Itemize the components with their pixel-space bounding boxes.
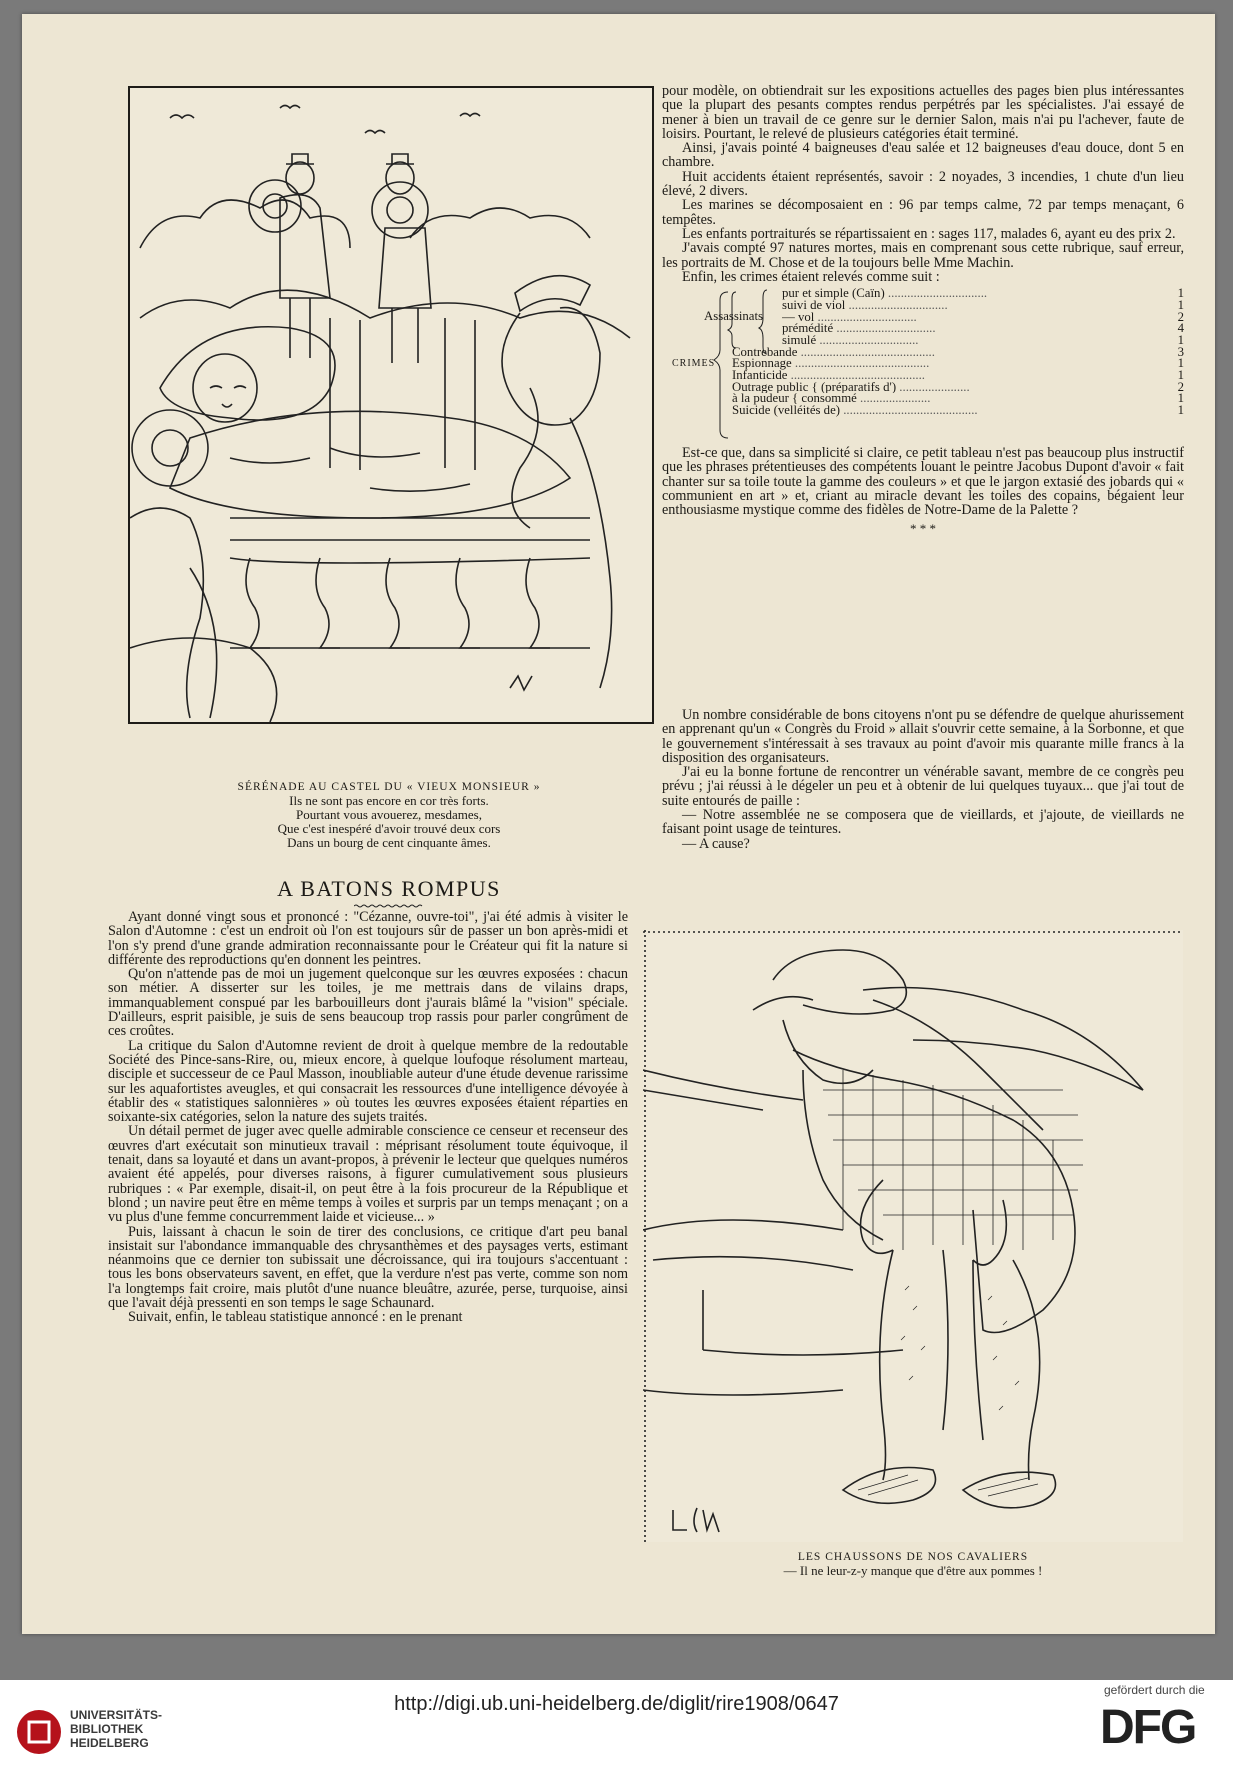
article-paragraph: Suivait, enfin, le tableau statistique annoncé : en le prenant <box>128 1309 463 1326</box>
article-paragraph: J'avais compté 97 natures mortes, mais en comprenant sous cette rubrique, sauf erreur, les portraits de M. Chose et de la toujours belle Mme Machin. <box>662 240 1184 271</box>
crimes-row: suivi de viol ............................... 1 <box>782 299 1184 312</box>
serenade-caption-title: SÉRÉNADE AU CASTEL DU « VIEUX MONSIEUR » <box>237 781 541 793</box>
section-title: A BATONS ROMPUS <box>277 876 501 901</box>
article-paragraph: Un détail permet de juger avec quelle admirable conscience ce censeur et recenseur des œuvres d'art exécutait son minutieux travail : méprisant résolument toute équivoque, il tenait, dans sa loyauté et dans un avant-propos, à prévenir le lecteur que quelques numéros avaient été appelés, pour diverses raisons, à figurer cumulativement sous plusieurs rubriques : « Par exemple, disait-il, on peut être à la fois procureur de la République et blond ; un navire peut être en même temps à voiles et surpris par un temps menaçant ; on a vu plus d'une femme concurremment laide et vicieuse... » <box>108 1123 628 1226</box>
article-paragraph: Ayant donné vingt sous et prononcé : "Cézanne, ouvre-toi", j'ai été admis à visiter le Salon d'Automne : c'est un endroit où l'on est toujours sûr de passer un bon après-midi et l'on s'y prend d'une grande admiration reconnaissante pour le Créateur qui fit la nature si différente des reproductions qu'en donnent les peintres. <box>108 909 628 968</box>
article-paragraph: Ainsi, j'avais pointé 4 baigneuses d'eau salée et 12 baigneuses d'eau douce, dont 5 en chambre. <box>662 140 1184 171</box>
article-paragraph: Qu'on n'attende pas de moi un jugement quelconque sur les œuvres exposées : chacun son métier. A disserter sur les toiles, je me mettrais dans de vilains draps, immanquablement conspué par les barbouilleurs dont j'aurais blâmé la "vision" spéciale. D'ailleurs, esprit paisible, je suis de sens beaucoup trop rassis pour parler congrûment de ces croûtes. <box>108 966 628 1040</box>
crimes-statistics-table <box>662 288 1184 440</box>
article-paragraph: Les enfants portraiturés se répartissaient en : sages 117, malades 6, ayant eu des prix 2. <box>682 225 1176 242</box>
article-paragraph: Est-ce que, dans sa simplicité si claire, ce petit tableau n'est pas beaucoup plus instructif que les phrases prétentieuses des compétents louant le peintre Jacobus Dupont d'avoir « fait chanter sur sa toile toute la gamme des couleurs » et que le jargon extasié des jobards qui « communient en art » et, criant au miracle devant les toiles des copains, bégaient leur enthousiasme mystique comme des fidèles de Notre-Dame de la Palette ? <box>662 445 1184 519</box>
serenade-caption <box>128 780 650 850</box>
chaussons-caption <box>643 1550 1183 1578</box>
article-right-column-2 <box>662 708 1184 851</box>
article-paragraph: Les marines se décomposaient en : 96 par temps calme, 72 par temps menaçant, 6 tempêtes. <box>662 197 1184 228</box>
assassinats-label: Assassinats <box>704 309 764 324</box>
crimes-row: Suicide (velléités de) .......................................... 1 <box>732 405 1184 417</box>
article-paragraph: — A cause? <box>682 835 750 852</box>
title-wavy-rule <box>354 904 424 908</box>
source-url-link[interactable]: http://digi.ub.uni-heidelberg.de/diglit/rire1908/0647 <box>394 1693 839 1715</box>
crimes-row: Outrage public { (préparatifs d') ...................... 2 <box>732 381 1184 394</box>
crimes-row: Espionnage .......................................... 1 <box>732 358 1184 371</box>
serenade-drawing <box>130 88 652 722</box>
crimes-row: Infanticide .......................................... 1 <box>732 370 1184 382</box>
section-stars: * * * <box>910 520 936 536</box>
university-library-name: UNIVERSITÄTS- BIBLIOTHEK HEIDELBERG <box>70 1708 163 1750</box>
funded-by-label: gefördert durch die <box>1104 1683 1205 1697</box>
serenade-verse-2: Pourtant vous avouerez, mesdames, <box>296 807 482 822</box>
article-paragraph: Un nombre considérable de bons citoyens n'ont pu se défendre de quelque ahurissement en apprenant qu'un « Congrès du Froid » allait s'ouvrir cette semaine, à la Sorbonne, et que le gouvernement s'intéressait à ses travaux au point d'avoir mis quarante mille francs à la disposition des organisateurs. <box>662 707 1184 766</box>
article-paragraph: La critique du Salon d'Automne revient de droit à quelque membre de la redoutable Société des Pince-sans-Rire, ou, mieux encore, à quelque loufoque résolument marteau, disciple et successeur de ce Paul Masson, inoubliable auteur d'une étude devenue rarissime sur les aquafortistes aveugles, et qui consacrait les ressources d'une intelligence dévoyée à établir des « statistiques salonnières » où toutes les œuvres exposées étaient réparties en soixante-six catégories, selon la nature des sujets traités. <box>108 1037 628 1126</box>
crimes-row: — vol ............................... 2 <box>782 311 1184 324</box>
crimes-row: simulé ............................... 1 <box>782 334 1184 347</box>
chaussons-illustration <box>643 930 1183 1542</box>
article-paragraph: J'ai eu la bonne fortune de rencontrer un vénérable savant, membre de ce congrès peu prévu ; j'ai réussi à le dégeler un peu et à obtenir de lui quelques tuyaux... que j'ai tout de suite entourés de paille : <box>662 764 1184 809</box>
crimes-row: pur et simple (Caïn) ............................... 1 <box>782 288 1184 300</box>
crimes-row: à la pudeur { consommé ...................... 1 <box>732 393 1184 406</box>
serenade-verse-4: Dans un bourg de cent cinquante âmes. <box>287 835 491 850</box>
article-right-column <box>662 84 1184 536</box>
article-paragraph: — Notre assemblée ne se composera que de vieillards, et j'ajoute, de vieillards ne faisant point usage de teintures. <box>662 807 1184 838</box>
dfg-logo: DFG <box>1100 1701 1196 1754</box>
chaussons-drawing <box>643 930 1183 1542</box>
chaussons-caption-text: — Il ne leur-z-y manque que d'être aux pommes ! <box>783 1563 1043 1578</box>
article-paragraph: Enfin, les crimes étaient relevés comme suit : <box>682 268 940 285</box>
chaussons-caption-title: LES CHAUSSONS DE NOS CAVALIERS <box>797 1551 1029 1563</box>
article-paragraph: Puis, laissant à chacun le soin de tirer des conclusions, ce critique d'art peu banal insistait sur l'abondance immanquable des chrysanthèmes et des paysages verts, estimant néanmoins que ce dernier ton subissait une décroissance, qui ira toujours s'accentuant : tous les bons observateurs savent, en effet, que la verdure n'est pas verte, comme son nom l'a longtemps fait croire, mais plutôt d'une nuance bleuâtre, azurée, perse, turquoise, ainsi que l'avait déjà pressenti en son temps le sage Schaunard. <box>108 1223 628 1312</box>
article-paragraph: Huit accidents étaient représentés, savoir : 2 noyades, 3 incendies, 1 chute d'un lieu élevé, 2 divers. <box>662 168 1184 200</box>
crimes-row: Contrebande .......................................... 3 <box>732 346 1184 359</box>
serenade-verse-3: Que c'est inespéré d'avoir trouvé deux cors <box>277 821 501 836</box>
serenade-illustration <box>128 86 654 724</box>
serenade-verse-1: Ils ne sont pas encore en cor très forts. <box>289 793 489 808</box>
article-left-column <box>108 910 628 1325</box>
article-paragraph: pour modèle, on obtiendrait sur les expositions actuelles des pages bien plus intéressantes que la plupart des pesants comptes rendus perpétrés par les spécialistes. J'ai essayé de mener à bien un travail de ce genre sur le dernier Salon, mais n'ai pu l'achever, faute de loisirs. Pourtant, le relevé de plusieurs catégories était terminé. <box>662 83 1184 142</box>
crimes-row: prémédité ............................... 4 <box>782 323 1184 335</box>
crimes-group-label: CRIMES <box>672 358 716 370</box>
